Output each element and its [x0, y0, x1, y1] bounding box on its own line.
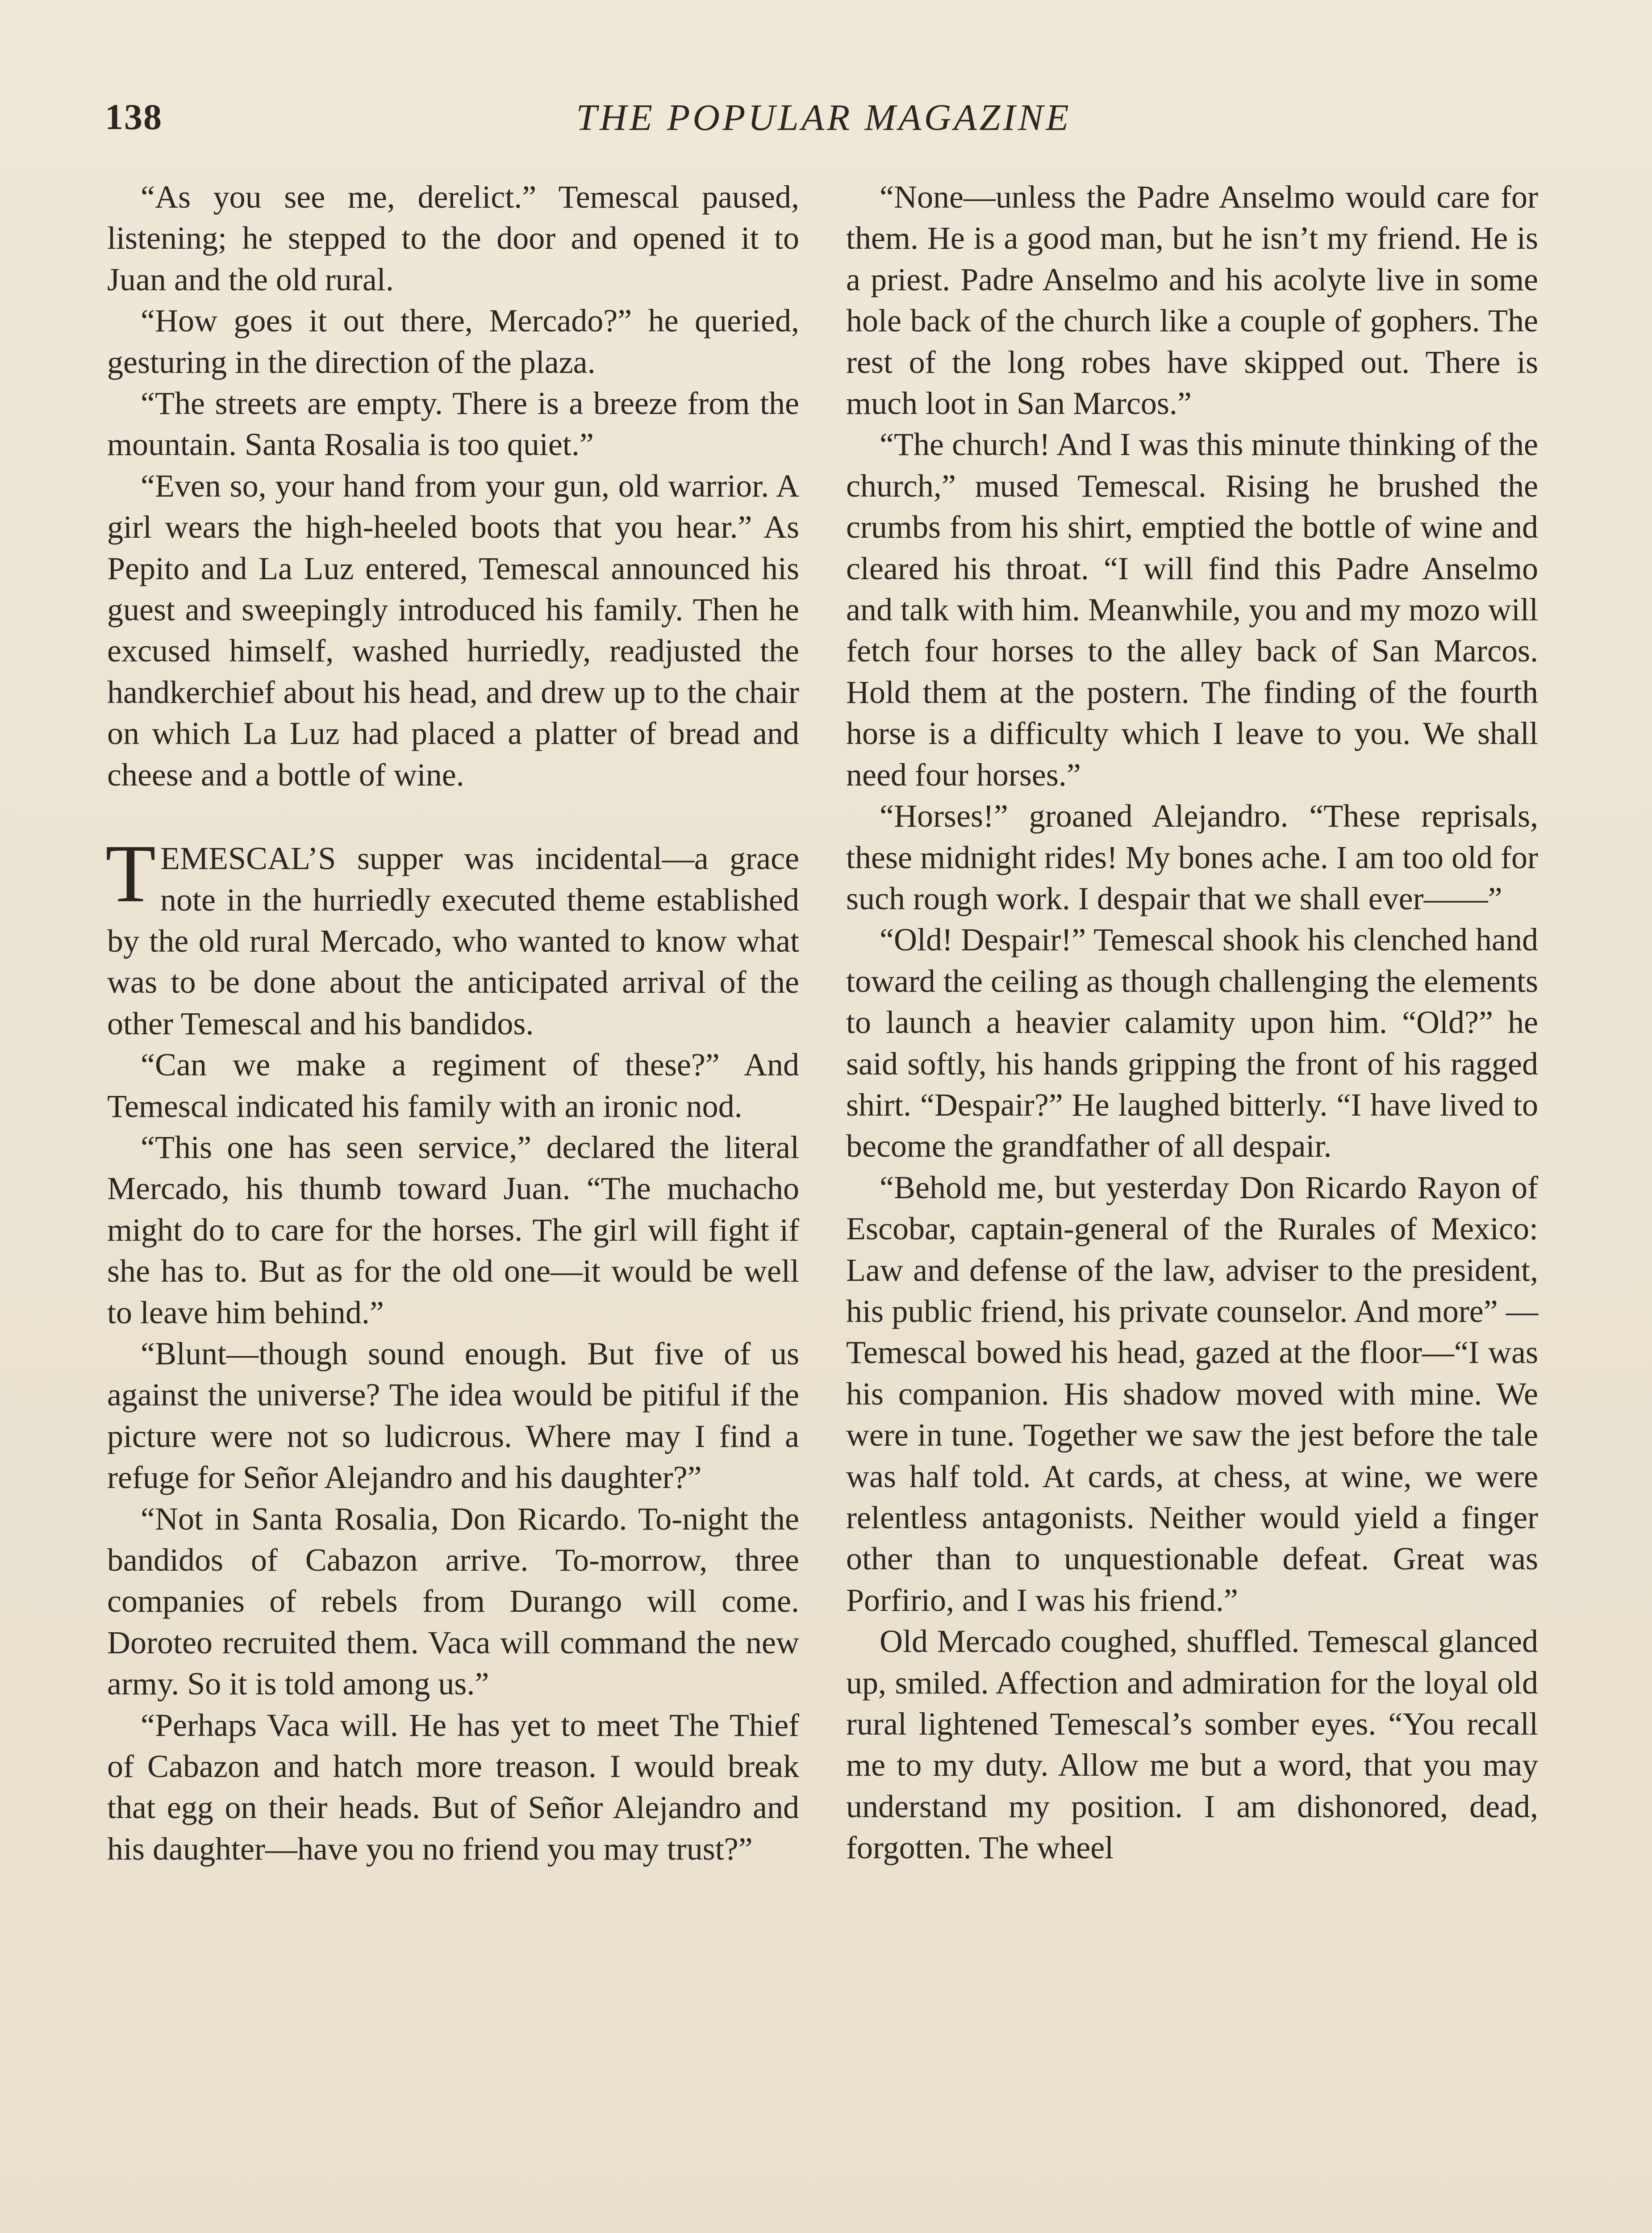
- right-column: [846, 176, 1538, 1869]
- left-column: [107, 176, 799, 1869]
- paragraph: “The streets are empty. There is a breeze from the mountain. Santa Rosalia is too quiet.”: [107, 385, 799, 463]
- paragraph: “None—unless the Padre Anselmo would care for them. He is a good man, but he isn’t my friend. He is a priest. Padre Anselmo and his acolyte live in some hole back of the church like a couple of gophers. The rest of the long robes have skipped out. There is much loot in San Marcos.”: [846, 179, 1538, 422]
- paragraph: “Old! Despair!” Temescal shook his clenched hand toward the ceiling as though challenging the elements to launch a heavier calamity upon him. “Old?” he said softly, his hands gripping the front of his ragged shirt. “Despair?” He laughed bitterly. “I have lived to become the grandfather of all despair.: [846, 922, 1538, 1164]
- paragraph: “This one has seen service,” declared the literal Mercado, his thumb toward Juan. “The muchacho might do to care for the horses. The girl will fight if she has to. But as for the old one—it would be well to leave him behind.”: [107, 1129, 799, 1330]
- paragraph: “Not in Santa Rosalia, Don Ricardo. To-night the bandidos of Cabazon arrive. To-morrow, three companies of rebels from Durango will come. Doroteo recruited them. Vaca will command the new army. So it is told among us.”: [107, 1501, 799, 1702]
- section-start-paragraph: [105, 828, 799, 1044]
- page-number: 138: [105, 96, 163, 137]
- paragraph-text: EMESCAL’S supper was incidental—a grace note in the hurriedly executed theme established by the old rural Mercado, who wanted to know what was to be done about the anticipated arrival of the other Temescal and his bandidos.: [107, 841, 799, 1041]
- page-header: [105, 96, 1543, 145]
- paragraph: “As you see me, derelict.” Temescal paused, listening; he stepped to the door and opened it to Juan and the old rural.: [107, 179, 799, 297]
- paragraph: “The church! And I was this minute thinking of the church,” mused Temescal. Rising he brushed the crumbs from his shirt, emptied the bottle of wine and cleared his throat. “I will find this Padre Anselmo and talk with him. Meanwhile, you and my mozo will fetch four horses to the alley back of San Marcos. Hold them at the postern. The finding of the fourth horse is a difficulty which I leave to you. We shall need four horses.”: [846, 427, 1538, 793]
- running-head: THE POPULAR MAGAZINE: [576, 97, 1072, 138]
- paragraph: “How goes it out there, Mercado?” he queried, gesturing in the direction of the plaza.: [107, 303, 799, 380]
- paragraph: Old Mercado coughed, shuffled. Temescal glanced up, smiled. Affection and admiration for the loyal old rural lightened Temescal’s somber eyes. “You recall me to my duty. Allow me but a word, that you may understand my position. I am dishonored, dead, forgotten. The wheel: [846, 1623, 1538, 1866]
- paragraph: “Perhaps Vaca will. He has yet to meet The Thief of Cabazon and hatch more treason. I would break that egg on their heads. But of Señor Alejandro and his daughter—have you no friend you may trust?”: [107, 1707, 799, 1867]
- paragraph: “Behold me, but yesterday Don Ricardo Rayon of Escobar, captain-general of the Rurales of Mexico: Law and defense of the law, adviser to the president, his public friend, his private counselor. And more” —Temescal bowed his head, gazed at the floor—“I was his companion. His shadow moved with mine. We were in tune. Together we saw the jest before the tale was half told. At cards, at chess, at wine, we were relentless antagonists. Neither would yield a finger other than to unquestionable defeat. Great was Porfirio, and I was his friend.”: [846, 1169, 1538, 1618]
- paragraph: “Horses!” groaned Alejandro. “These reprisals, these midnight rides! My bones ache. I am too old for such rough work. I despair that we shall ever——”: [846, 798, 1538, 916]
- paragraph: “Can we make a regiment of these?” And Temescal indicated his family with an ironic nod.: [107, 1047, 799, 1124]
- paragraph: “Blunt—though sound enough. But five of us against the universe? The idea would be pitiful if the picture were not so ludicrous. Where may I find a refuge for Señor Alejandro and his daughter?”: [107, 1335, 799, 1496]
- drop-cap: T: [105, 828, 156, 920]
- paragraph: “Even so, your hand from your gun, old warrior. A girl wears the high-heeled boots that you hear.” As Pepito and La Luz entered, Temescal announced his guest and sweepingly introduced his family. Then he excused himself, washed hurriedly, readjusted the handkerchief about his head, and drew up to the chair on which La Luz had placed a platter of bread and cheese and a bottle of wine.: [107, 468, 799, 793]
